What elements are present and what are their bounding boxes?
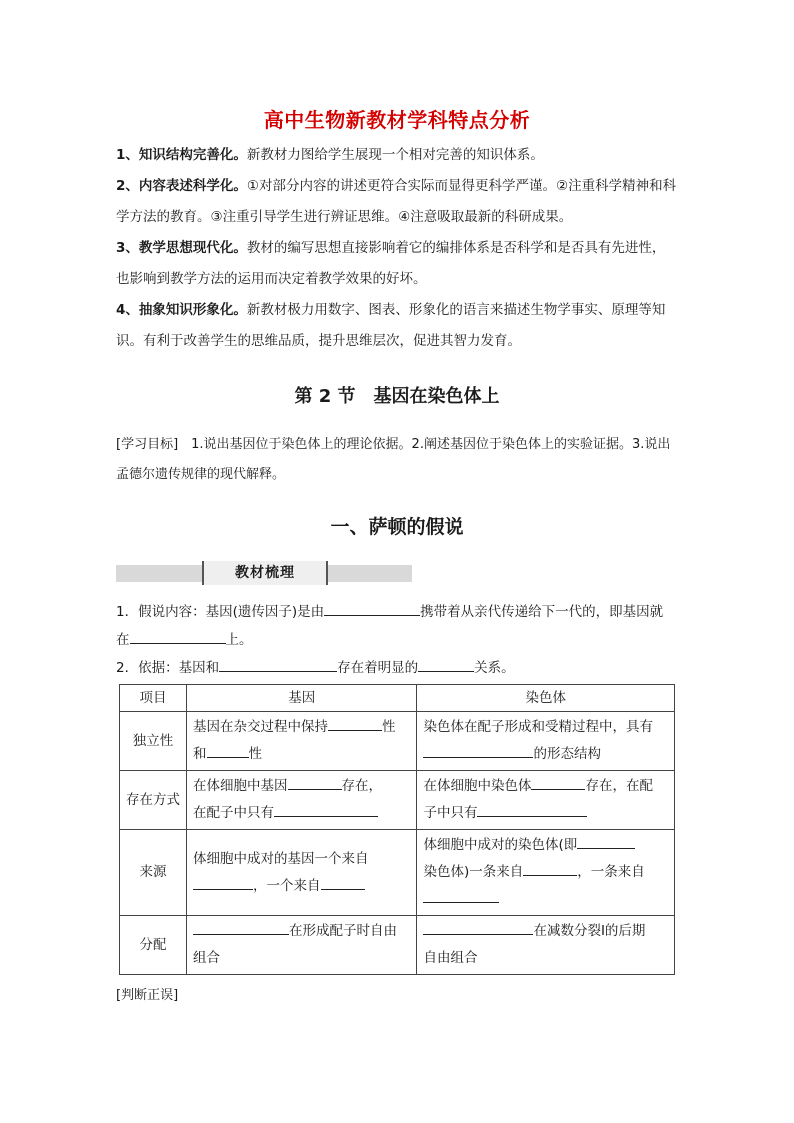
answer-blank[interactable] xyxy=(321,875,365,890)
header-gene: 基因 xyxy=(187,685,417,712)
point-1: 1、知识结构完善化。新教材力图给学生展现一个相对完善的知识体系。 xyxy=(116,147,544,163)
answer-blank[interactable] xyxy=(274,802,378,817)
chromosome-cell: 在体细胞中染色体 存在，在配 子中只有 xyxy=(417,771,675,830)
chromosome-cell: 在减数分裂Ⅰ的后期 自由组合 xyxy=(417,916,675,975)
answer-blank[interactable] xyxy=(219,657,337,672)
section-bar-label: 教材梳理 xyxy=(202,561,328,585)
point-2: 2、内容表述科学化。①对部分内容的讲述更符合实际而显得更科学严谨。②注重科学精神和科学方法的教育。③注重引导学生进行辨证思维。④注意吸取最新的科研成果。 xyxy=(116,178,677,225)
section-title: 第 2 节 基因在染色体上 xyxy=(294,386,500,407)
answer-blank[interactable] xyxy=(423,920,533,935)
answer-blank[interactable] xyxy=(531,775,585,790)
gene-cell: 基因在杂交过程中保持 性 和 性 xyxy=(187,712,417,771)
point-4: 4、抽象知识形象化。新教材极力用数字、图表、形象化的语言来描述生物学事实、原理等知识。有利于改善学生的思维品质，提升思维层次，促进其智力发育。 xyxy=(116,302,666,349)
gene-cell: 在形成配子时自由 组合 xyxy=(187,916,417,975)
row-label: 存在方式 xyxy=(120,771,187,830)
answer-blank[interactable] xyxy=(423,888,499,903)
answer-blank[interactable] xyxy=(193,875,253,890)
chromosome-cell: 染色体在配子形成和受精过程中，具有 的形态结构 xyxy=(417,712,675,771)
answer-blank[interactable] xyxy=(418,657,474,672)
answer-blank[interactable] xyxy=(324,601,420,616)
header-chromosome: 染色体 xyxy=(417,685,675,712)
table-row xyxy=(120,771,675,830)
row-label: 来源 xyxy=(120,830,187,916)
fill-item-1: 1．假说内容：基因(遗传因子)是由 携带着从亲代传递给下一代的，即基因就 xyxy=(116,598,678,626)
point-3: 3、教学思想现代化。教材的编写思想直接影响着它的编排体系是否科学和是否具有先进性，也影响到教学方法的运用而决定着教学效果的好坏。 xyxy=(116,240,666,287)
chromosome-cell: 体细胞中成对的染色体(即 染色体)一条来自 ，一条来自 xyxy=(417,830,675,916)
answer-blank[interactable] xyxy=(130,629,226,644)
answer-blank[interactable] xyxy=(288,775,342,790)
table-header-row xyxy=(120,685,675,712)
gene-cell: 在体细胞中基因 存在， 在配子中只有 xyxy=(187,771,417,830)
answer-blank[interactable] xyxy=(328,716,382,731)
answer-blank[interactable] xyxy=(193,920,289,935)
table-row xyxy=(120,712,675,771)
row-label: 分配 xyxy=(120,916,187,975)
table-row xyxy=(120,916,675,975)
row-label: 独立性 xyxy=(120,712,187,771)
subsection-title: 一、萨顿的假说 xyxy=(330,516,464,538)
answer-blank[interactable] xyxy=(423,743,533,758)
page-title: 高中生物新教材学科特点分析 xyxy=(263,108,531,132)
header-item: 项目 xyxy=(120,685,187,712)
gene-cell: 体细胞中成对的基因一个来自 ，一个来自 xyxy=(187,830,417,916)
answer-blank[interactable] xyxy=(477,802,587,817)
judge-heading: [判断正误] xyxy=(116,988,179,1003)
fill-item-2: 2．依据：基因和 存在着明显的 关系。 xyxy=(116,654,678,682)
comparison-table xyxy=(119,684,675,975)
learning-goals: [学习目标] 1.说出基因位于染色体上的理论依据。2.阐述基因位于染色体上的实验证据。3.说出孟德尔遗传规律的现代解释。 xyxy=(116,437,671,482)
fill-item-1-cont: 在 上。 xyxy=(116,626,678,654)
answer-blank[interactable] xyxy=(207,743,249,758)
answer-blank[interactable] xyxy=(577,834,635,849)
answer-blank[interactable] xyxy=(523,861,577,876)
table-row xyxy=(120,830,675,916)
